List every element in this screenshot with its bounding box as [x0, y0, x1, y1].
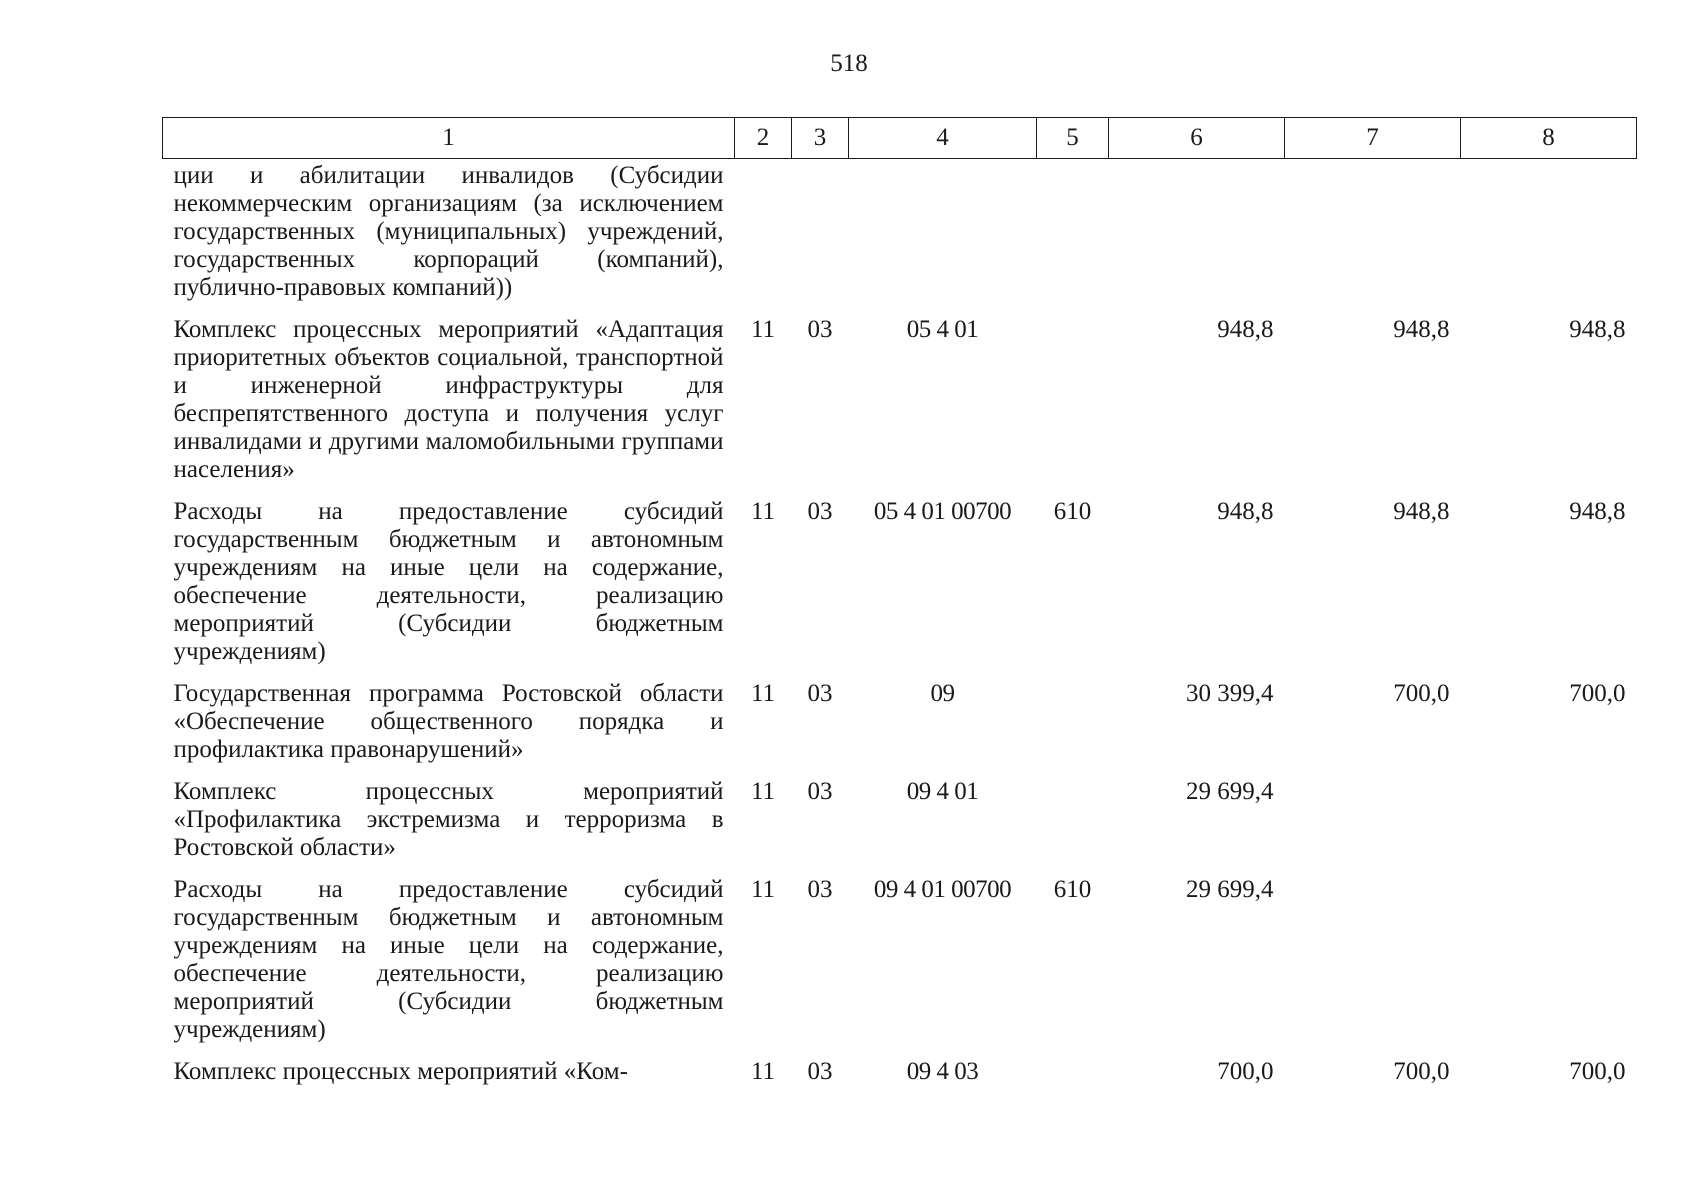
column-header: 5: [1037, 118, 1109, 159]
section-code: 11: [750, 316, 776, 343]
row-name: Комплекс процессных мероприятий «Профилактика экстремизма и терроризма в Ростовской области»: [173, 778, 724, 861]
row-name: Комплекс процессных мероприятий «Адаптация приоритетных объектов социальной, транспортной и инженерной инфраструктуры для беспрепятственного доступа и получения услуг инвалидами и другими маломобильными группами населения»: [173, 316, 724, 483]
section-code: [735, 159, 792, 317]
target-article-code: 05 4 01 00700: [873, 498, 1012, 525]
expense-type-code: 610: [1053, 498, 1092, 525]
amount-col-8: [1461, 159, 1637, 317]
column-header: 2: [735, 118, 792, 159]
table-row: [163, 778, 1637, 876]
amount-col-8: 948,8: [1569, 498, 1626, 525]
amount-col-7: [1285, 876, 1461, 1058]
section-code: 11: [750, 498, 776, 525]
table-row: [163, 159, 1637, 317]
row-name: Государственная программа Ростовской области «Обеспечение общественного порядка и профилактика правонарушений»: [173, 680, 724, 763]
target-article-code: 09 4 01: [906, 778, 979, 805]
column-header: 6: [1109, 118, 1285, 159]
amount-col-6: 948,8: [1217, 316, 1274, 343]
column-header: 8: [1461, 118, 1637, 159]
row-name: ции и абилитации инвалидов (Субсидии некоммерческим организациям (за исключением государственных (муниципальных) учреждений, государственных корпораций (компаний), публично-правовых компаний)): [173, 162, 724, 301]
amount-col-6: 29 699,4: [1186, 778, 1274, 805]
column-header: 3: [792, 118, 849, 159]
budget-table: [162, 117, 1637, 1100]
expense-type-code: [1037, 1058, 1109, 1100]
subsection-code: 03: [807, 1058, 833, 1085]
table-row: [163, 876, 1637, 1058]
header-row: [163, 118, 1637, 159]
amount-col-7: [1285, 159, 1461, 317]
row-name: Расходы на предоставление субсидий государственным бюджетным и автономным учреждениям на иные цели на содержание, обеспечение деятельности, реализацию мероприятий (Субсидии бюджетным учреждениям): [173, 876, 724, 1043]
target-article-code: 09 4 03: [906, 1058, 979, 1085]
page-number: 518: [830, 50, 868, 77]
row-name: Расходы на предоставление субсидий государственным бюджетным и автономным учреждениям на иные цели на содержание, обеспечение деятельности, реализацию мероприятий (Субсидии бюджетным учреждениям): [173, 498, 724, 665]
table-row: [163, 498, 1637, 680]
subsection-code: 03: [807, 680, 833, 707]
amount-col-7: 700,0: [1393, 1058, 1450, 1085]
section-code: 11: [750, 876, 776, 903]
expense-type-code: [1037, 680, 1109, 778]
amount-col-6: 30 399,4: [1186, 680, 1274, 707]
amount-col-8: 948,8: [1569, 316, 1626, 343]
amount-col-8: [1461, 778, 1637, 876]
target-article-code: 09: [930, 680, 955, 707]
section-code: 11: [750, 1058, 776, 1085]
amount-col-6: [1109, 159, 1285, 317]
amount-col-7: 700,0: [1393, 680, 1450, 707]
table-row: [163, 316, 1637, 498]
amount-col-7: 948,8: [1393, 316, 1450, 343]
target-article-code: 05 4 01: [906, 316, 979, 343]
target-article-code: [849, 159, 1037, 317]
amount-col-6: 948,8: [1217, 498, 1274, 525]
subsection-code: 03: [807, 876, 833, 903]
subsection-code: 03: [807, 316, 833, 343]
table-row: [163, 680, 1637, 778]
expense-type-code: [1037, 778, 1109, 876]
expense-type-code: 610: [1053, 876, 1092, 903]
target-article-code: 09 4 01 00700: [873, 876, 1012, 903]
column-header: 7: [1285, 118, 1461, 159]
row-name: Комплекс процессных мероприятий «Ком-: [173, 1058, 628, 1085]
column-header: 1: [163, 118, 735, 159]
amount-col-8: 700,0: [1569, 1058, 1626, 1085]
column-header: 4: [849, 118, 1037, 159]
amount-col-8: 700,0: [1569, 680, 1626, 707]
section-code: 11: [750, 778, 776, 805]
table-row: [163, 1058, 1637, 1100]
subsection-code: 03: [807, 778, 833, 805]
amount-col-6: 700,0: [1217, 1058, 1274, 1085]
expense-type-code: [1037, 159, 1109, 317]
amount-col-7: 948,8: [1393, 498, 1450, 525]
amount-col-7: [1285, 778, 1461, 876]
subsection-code: [792, 159, 849, 317]
amount-col-8: [1461, 876, 1637, 1058]
subsection-code: 03: [807, 498, 833, 525]
section-code: 11: [750, 680, 776, 707]
amount-col-6: 29 699,4: [1186, 876, 1274, 903]
expense-type-code: [1037, 316, 1109, 498]
